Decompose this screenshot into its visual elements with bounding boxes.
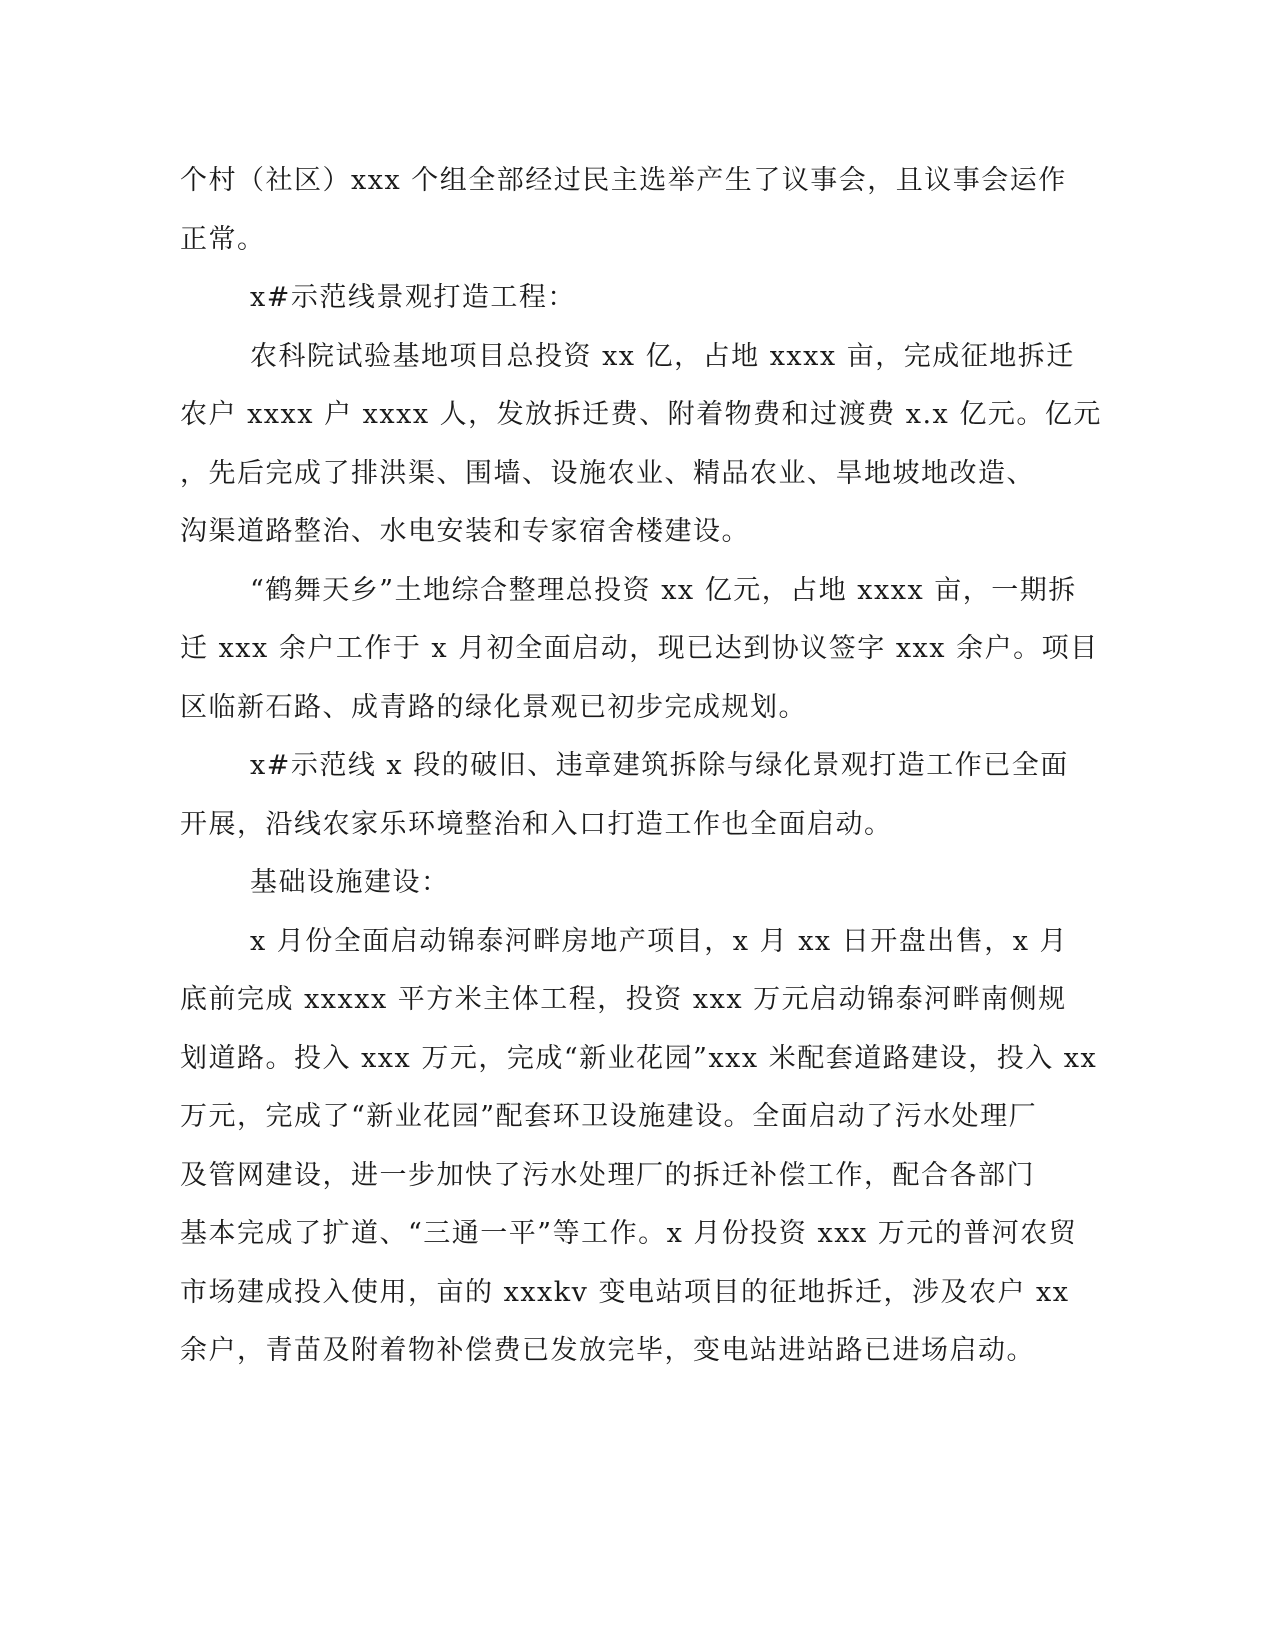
- text-line: 划道路。投入 xxx 万元，完成“新业花园”xxx 米配套道路建设，投入 xx: [180, 1042, 1098, 1074]
- text-line: 个村（社区）xxx 个组全部经过民主选举产生了议事会，且议事会运作: [180, 165, 1067, 196]
- text-line: 沟渠道路整治、水电安装和专家宿舍楼建设。: [180, 516, 750, 547]
- text-line: 区临新石路、成青路的绿化景观已初步完成规划。: [180, 691, 807, 723]
- section-heading: 基础设施建设：: [250, 867, 450, 898]
- text-line: 市场建成投入使用，亩的 xxxkv 变电站项目的征地拆迁，涉及农户 xx: [180, 1276, 1070, 1308]
- section-heading: x#示范线景观打造工程：: [250, 282, 576, 313]
- text-line: x#示范线 x 段的破旧、违章建筑拆除与绿化景观打造工作已全面: [250, 750, 1069, 781]
- text-line: ，先后完成了排洪渠、围墙、设施农业、精品农业、旱地坡地改造、: [180, 457, 1035, 489]
- text-line: 余户，青苗及附着物补偿费已发放完毕，变电站进站路已进场启动。: [180, 1335, 1035, 1366]
- text-line: “鹤舞天乡”土地综合整理总投资 xx 亿元，占地 xxxx 亩，一期拆: [250, 574, 1077, 606]
- text-line: 迁 xxx 余户工作于 x 月初全面启动，现已达到协议签字 xxx 余户。项目: [180, 633, 1099, 664]
- document-body: [180, 152, 1102, 1381]
- text-line: 农科院试验基地项目总投资 xx 亿，占地 xxxx 亩，完成征地拆迁: [250, 340, 1075, 372]
- text-line: x 月份全面启动锦泰河畔房地产项目，x 月 xx 日开盘出售，x 月: [250, 925, 1069, 957]
- text-line: 万元，完成了“新业花园”配套环卫设施建设。全面启动了污水处理厂: [180, 1101, 1038, 1132]
- text-line: 底前完成 xxxxx 平方米主体工程，投资 xxx 万元启动锦泰河畔南侧规: [180, 984, 1067, 1015]
- text-line: 及管网建设，进一步加快了污水处理厂的拆迁补偿工作，配合各部门: [180, 1159, 1035, 1191]
- text-line: 农户 xxxx 户 xxxx 人，发放拆迁费、附着物费和过渡费 x.x 亿元。亿元: [180, 399, 1102, 430]
- text-line: 正常。: [180, 223, 266, 255]
- text-line: 开展，沿线农家乐环境整治和入口打造工作也全面启动。: [180, 808, 893, 840]
- text-line: 基本完成了扩道、“三通一平”等工作。x 月份投资 xxx 万元的普河农贸: [180, 1218, 1078, 1249]
